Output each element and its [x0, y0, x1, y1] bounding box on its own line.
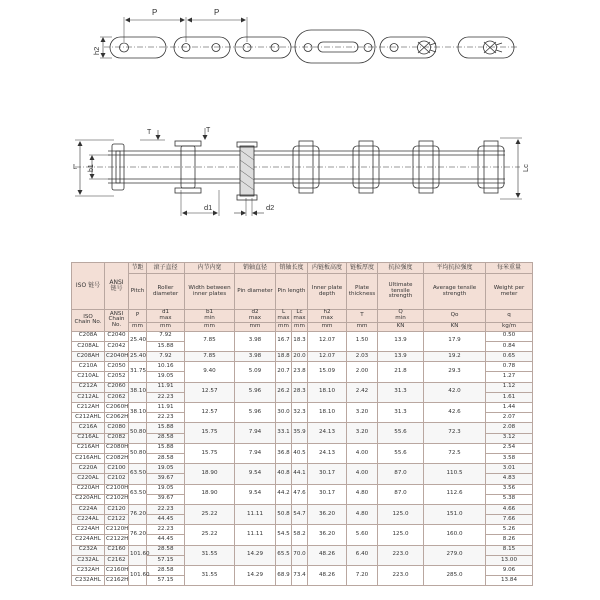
pitch-cell: 38.10 — [129, 382, 147, 402]
plate-depth-cell: 30.17 — [308, 464, 347, 484]
tensile-strength-cell: 87.0 — [378, 464, 424, 484]
roller-diameter-cell: 19.05 — [147, 484, 185, 494]
iso-chain-no-cell: C220AL — [72, 474, 105, 484]
tensile-strength-cell: 13.9 — [378, 352, 424, 362]
ansi-chain-no-cell: C2060 — [105, 382, 129, 392]
header-tensile-en: Ultimate tensile strength — [378, 274, 424, 310]
chain-technical-drawing — [0, 0, 600, 258]
b1-label: b1 — [88, 164, 95, 172]
pin-length-l-cell: 50.8 — [276, 504, 292, 524]
iso-chain-no-cell: C208AL — [72, 341, 105, 351]
plate-depth-cell: 48.26 — [308, 566, 347, 586]
avg-tensile-cell: 151.0 — [424, 504, 486, 524]
iso-chain-no-cell: C216A — [72, 423, 105, 433]
avg-tensile-cell: 42.0 — [424, 382, 486, 402]
avg-tensile-cell: 160.0 — [424, 525, 486, 545]
roller-diameter-cell: 7.92 — [147, 352, 185, 362]
d1-label: d1 — [204, 203, 213, 212]
plate-depth-cell: 30.17 — [308, 484, 347, 504]
link-plate — [458, 37, 514, 58]
avg-tensile-cell: 42.6 — [424, 403, 486, 423]
roller-diameter-cell: 44.45 — [147, 535, 185, 545]
link-plate — [380, 37, 436, 58]
roller-diameter-cell: 28.58 — [147, 545, 185, 555]
weight-cell: 1.61 — [486, 392, 533, 402]
avg-tensile-cell: 285.0 — [424, 566, 486, 586]
roller-diameter-cell: 22.23 — [147, 504, 185, 514]
pin-diameter-cell: 5.96 — [235, 382, 276, 402]
roller-diameter-cell: 7.92 — [147, 331, 185, 341]
avg-tensile-cell: 279.0 — [424, 545, 486, 565]
inner-width-cell: 7.85 — [185, 331, 235, 351]
pitch-cell: 25.40 — [129, 352, 147, 362]
ansi-chain-no-cell: C2100 — [105, 464, 129, 474]
symbol-cell: d2 max — [235, 310, 276, 323]
roller-diameter-cell: 28.58 — [147, 433, 185, 443]
ansi-chain-no-cell: C2122H — [105, 535, 129, 545]
pin-length-lc-cell: 73.4 — [292, 566, 308, 586]
tensile-strength-cell: 55.6 — [378, 443, 424, 463]
weight-cell: 5.26 — [486, 525, 533, 535]
chain-spec-table — [71, 262, 533, 586]
pin-diameter-cell: 5.96 — [235, 403, 276, 423]
plate-depth-cell: 36.20 — [308, 504, 347, 524]
spec-table-body — [72, 331, 533, 586]
ansi-chain-no-cell: C2050 — [105, 362, 129, 372]
pitch-cell: 63.50 — [129, 464, 147, 484]
table-row — [72, 403, 533, 413]
symbol-cell: h2 max — [308, 310, 347, 323]
unit-cell: mm — [185, 322, 235, 331]
header-roller-en: Roller diameter — [147, 274, 185, 310]
ansi-chain-no-cell: C2062 — [105, 392, 129, 402]
roller-diameter-cell: 15.88 — [147, 341, 185, 351]
inner-width-cell: 25.22 — [185, 525, 235, 545]
pin-length-l-cell: 65.5 — [276, 545, 292, 565]
symbol-cell: L max — [277, 309, 290, 321]
pin-length-lc-cell: 35.9 — [292, 423, 308, 443]
pin-length-lc-cell: 70.0 — [292, 545, 308, 565]
roller-diameter-cell: 11.91 — [147, 382, 185, 392]
plate-thickness-cell: 5.60 — [347, 525, 378, 545]
pin-length-lc-cell: 23.8 — [292, 362, 308, 382]
header-iso: ISO 链号 — [72, 263, 105, 310]
inner-width-cell: 25.22 — [185, 504, 235, 524]
header-pitch-en: Pitch — [129, 274, 147, 310]
avg-tensile-cell: 72.5 — [424, 443, 486, 463]
iso-chain-no-cell: C208A — [72, 331, 105, 341]
weight-cell: 0.50 — [486, 331, 533, 341]
pitch-cell: 31.75 — [129, 362, 147, 382]
cotter-pin-icon — [418, 41, 437, 54]
weight-cell: 13.00 — [486, 555, 533, 565]
pin-length-l-cell: 20.7 — [276, 362, 292, 382]
header-ansi-chain-no: ANSI Chain No. — [105, 310, 129, 332]
iso-chain-no-cell: C224AHL — [72, 535, 105, 545]
header-iso-chain-no: ISO Chain No. — [72, 310, 105, 332]
pin-diameter-cell: 7.94 — [235, 443, 276, 463]
avg-tensile-cell: 110.5 — [424, 464, 486, 484]
weight-cell: 3.01 — [486, 464, 533, 474]
table-row — [72, 504, 533, 514]
pitch-cell: 63.50 — [129, 484, 147, 504]
tensile-strength-cell: 31.3 — [378, 403, 424, 423]
pin-length-l-cell: 33.1 — [276, 423, 292, 443]
plate-thickness-cell: 4.80 — [347, 504, 378, 524]
tensile-strength-cell: 125.0 — [378, 525, 424, 545]
pin-diameter-cell: 14.29 — [235, 545, 276, 565]
plate-thickness-cell: 6.40 — [347, 545, 378, 565]
tensile-strength-cell: 13.9 — [378, 331, 424, 351]
weight-cell: 3.12 — [486, 433, 533, 443]
roller-diameter-cell: 28.58 — [147, 453, 185, 463]
table-row — [72, 443, 533, 453]
roller-diameter-cell: 57.15 — [147, 555, 185, 565]
table-row — [72, 423, 533, 433]
table-row — [72, 464, 533, 474]
plate-thickness-cell: 2.00 — [347, 362, 378, 382]
table-row — [72, 545, 533, 555]
unit-cell: mm — [347, 322, 378, 331]
plate-thickness-cell: 2.42 — [347, 382, 378, 402]
iso-chain-no-cell: C210A — [72, 362, 105, 372]
iso-chain-no-cell: C216AHL — [72, 453, 105, 463]
d2-label: d2 — [266, 203, 275, 212]
symbol-cell: b1 min — [185, 310, 235, 323]
header-roller-cn: 滚子直径 — [147, 263, 185, 274]
weight-cell: 2.54 — [486, 443, 533, 453]
pitch-cell: 38.10 — [129, 403, 147, 423]
cotter-pin-icon — [484, 41, 503, 54]
table-row — [72, 525, 533, 535]
inner-width-cell: 7.85 — [185, 352, 235, 362]
unit-cell: KN — [378, 322, 424, 331]
roller-diameter-cell: 39.67 — [147, 494, 185, 504]
roller-diameter-cell: 39.67 — [147, 474, 185, 484]
weight-cell: 1.44 — [486, 403, 533, 413]
inner-width-cell: 12.57 — [185, 403, 235, 423]
pitch-cell: 50.80 — [129, 443, 147, 463]
header-pitch-cn: 节距 — [129, 263, 147, 274]
pin-diameter-cell: 11.11 — [235, 504, 276, 524]
pitch-cell: 76.20 — [129, 504, 147, 524]
plate-thickness-cell: 2.03 — [347, 352, 378, 362]
plate-thickness-cell: 4.80 — [347, 484, 378, 504]
symbol-cell: Lc max — [293, 309, 306, 321]
iso-chain-no-cell: C212AH — [72, 403, 105, 413]
table-row — [72, 566, 533, 576]
pitch-label: P — [214, 8, 220, 17]
ansi-chain-no-cell: C2120H — [105, 525, 129, 535]
ansi-chain-no-cell: C2082 — [105, 433, 129, 443]
header-pin-diameter-en: Pin diameter — [235, 274, 276, 310]
pin-length-l-cell: 30.0 — [276, 403, 292, 423]
pin-length-lc-cell: 47.6 — [292, 484, 308, 504]
inner-width-cell: 18.90 — [185, 464, 235, 484]
hatched-pin-section — [237, 142, 257, 200]
weight-cell: 8.15 — [486, 545, 533, 555]
plate-thickness-cell: 4.00 — [347, 464, 378, 484]
weight-cell: 5.38 — [486, 494, 533, 504]
iso-chain-no-cell: C232AH — [72, 566, 105, 576]
ansi-chain-no-cell: C2082H — [105, 453, 129, 463]
tensile-strength-cell: 125.0 — [378, 504, 424, 524]
header-tensile-cn: 抗拉强度 — [378, 263, 424, 274]
ansi-chain-no-cell: C2160H — [105, 566, 129, 576]
pin-length-lc-cell: 40.5 — [292, 443, 308, 463]
pin-length-lc-cell: 20.0 — [292, 352, 308, 362]
tensile-strength-cell: 223.0 — [378, 566, 424, 586]
iso-chain-no-cell: C220AHL — [72, 494, 105, 504]
tensile-strength-cell: 31.3 — [378, 382, 424, 402]
header-plate-depth-en: Inner plate depth — [308, 274, 347, 310]
ansi-chain-no-cell: C2040 — [105, 331, 129, 341]
inner-width-cell: 9.40 — [185, 362, 235, 382]
weight-cell: 13.84 — [486, 576, 533, 586]
plate-depth-cell: 18.10 — [308, 382, 347, 402]
pin-diameter-cell: 9.54 — [235, 484, 276, 504]
header-avg-tensile-en: Average tensile strength — [424, 274, 486, 310]
pin-length-l-cell: 16.7 — [276, 331, 292, 351]
t-label: T — [147, 129, 152, 136]
plate-depth-cell: 12.07 — [308, 331, 347, 351]
roller-diameter-cell: 15.88 — [147, 423, 185, 433]
pin-length-l-cell: 68.9 — [276, 566, 292, 586]
roller-diameter-cell: 19.05 — [147, 464, 185, 474]
pitch-cell: 101.60 — [129, 545, 147, 565]
roller-diameter-cell: 22.23 — [147, 525, 185, 535]
roller-diameter-cell: 22.23 — [147, 392, 185, 402]
inner-width-cell: 18.90 — [185, 484, 235, 504]
header-avg-tensile-cn: 平均抗拉强度 — [424, 263, 486, 274]
attachment-plate — [295, 30, 375, 63]
avg-tensile-cell: 19.2 — [424, 352, 486, 362]
weight-cell: 0.78 — [486, 362, 533, 372]
table-row — [72, 352, 533, 362]
ansi-chain-no-cell: C2080 — [105, 423, 129, 433]
pin-diameter-cell: 5.09 — [235, 362, 276, 382]
ansi-chain-no-cell: C2100H — [105, 484, 129, 494]
roller-diameter-cell: 28.58 — [147, 566, 185, 576]
iso-chain-no-cell: C232A — [72, 545, 105, 555]
symbol-cell: Qo — [424, 310, 486, 323]
plate-depth-cell: 48.26 — [308, 545, 347, 565]
pin-length-l-cell: 40.8 — [276, 464, 292, 484]
header-weight-en: Weight per meter — [486, 274, 533, 310]
pitch-cell: 76.20 — [129, 525, 147, 545]
pin-length-l-cell: 54.5 — [276, 525, 292, 545]
header-plate-thickness-en: Plate thickness — [347, 274, 378, 310]
plate-thickness-cell: 1.50 — [347, 331, 378, 351]
header-plate-thickness-cn: 链板厚度 — [347, 263, 378, 274]
roller-diameter-cell: 19.05 — [147, 372, 185, 382]
unit-cell: mm — [276, 322, 292, 331]
ansi-chain-no-cell: C2042 — [105, 341, 129, 351]
pitch-cell: 25.40 — [129, 331, 147, 351]
pin-length-lc-cell: 28.3 — [292, 382, 308, 402]
header-plate-depth-cn: 内链板高度 — [308, 263, 347, 274]
symbol-cell: Q min — [378, 310, 424, 323]
symbol-cell: d1 max — [147, 310, 185, 323]
inner-width-cell: 12.57 — [185, 382, 235, 402]
t-label: T — [206, 127, 211, 134]
iso-chain-no-cell: C216AL — [72, 433, 105, 443]
pitch-cell: 101.60 — [129, 566, 147, 586]
iso-chain-no-cell: C224A — [72, 504, 105, 514]
unit-cell: mm — [129, 322, 147, 331]
weight-cell: 9.06 — [486, 566, 533, 576]
weight-cell: 2.08 — [486, 423, 533, 433]
ansi-chain-no-cell: C2040H — [105, 352, 129, 362]
iso-chain-no-cell: C212AL — [72, 392, 105, 402]
inner-width-cell: 15.75 — [185, 423, 235, 443]
unit-cell: kg/m — [486, 322, 533, 331]
weight-cell: 4.66 — [486, 504, 533, 514]
link-plate — [110, 37, 166, 58]
lc-label: Lc — [521, 164, 530, 172]
ansi-chain-no-cell: C2102 — [105, 474, 129, 484]
tensile-strength-cell: 21.8 — [378, 362, 424, 382]
unit-cell: mm — [235, 322, 276, 331]
weight-cell: 0.84 — [486, 341, 533, 351]
pin-diameter-cell: 3.98 — [235, 352, 276, 362]
table-row — [72, 362, 533, 372]
pin-length-lc-cell: 54.7 — [292, 504, 308, 524]
symbol-cell: T — [347, 310, 378, 323]
table-row — [72, 484, 533, 494]
header-width-cn: 内节内宽 — [185, 263, 235, 274]
inner-width-cell: 31.55 — [185, 566, 235, 586]
plate-thickness-cell: 4.00 — [347, 443, 378, 463]
ansi-chain-no-cell: C2160 — [105, 545, 129, 555]
h2-label: h2 — [92, 46, 101, 55]
ansi-chain-no-cell: C2162 — [105, 555, 129, 565]
roller-diameter-cell: 15.88 — [147, 443, 185, 453]
iso-chain-no-cell: C208AH — [72, 352, 105, 362]
avg-tensile-cell: 29.3 — [424, 362, 486, 382]
roller-diameter-cell: 44.45 — [147, 515, 185, 525]
roller-diameter-cell: 57.15 — [147, 576, 185, 586]
header-weight-cn: 每米重量 — [486, 263, 533, 274]
plate-thickness-cell: 3.20 — [347, 403, 378, 423]
pin-length-lc-cell: 58.2 — [292, 525, 308, 545]
weight-cell: 0.65 — [486, 352, 533, 362]
weight-cell: 3.58 — [486, 453, 533, 463]
weight-cell: 1.12 — [486, 382, 533, 392]
chain-top-view — [100, 17, 518, 63]
pin-diameter-cell: 11.11 — [235, 525, 276, 545]
chain-side-view — [75, 128, 522, 216]
pin-diameter-cell: 9.54 — [235, 464, 276, 484]
iso-chain-no-cell: C210AL — [72, 372, 105, 382]
iso-chain-no-cell: C212A — [72, 382, 105, 392]
l-label: L — [73, 162, 78, 171]
pin-diameter-cell: 3.98 — [235, 331, 276, 351]
iso-chain-no-cell: C220AH — [72, 484, 105, 494]
weight-cell: 2.07 — [486, 413, 533, 423]
pin-length-lc-cell: 32.3 — [292, 403, 308, 423]
iso-chain-no-cell: C212AHL — [72, 413, 105, 423]
avg-tensile-cell: 112.6 — [424, 484, 486, 504]
ansi-chain-no-cell: C2102H — [105, 494, 129, 504]
weight-cell: 3.56 — [486, 484, 533, 494]
ansi-chain-no-cell: C2052 — [105, 372, 129, 382]
ansi-chain-no-cell: C2120 — [105, 504, 129, 514]
unit-cell: mm — [292, 322, 308, 331]
plate-depth-cell: 18.10 — [308, 403, 347, 423]
iso-chain-no-cell: C224AL — [72, 515, 105, 525]
iso-chain-no-cell: C216AH — [72, 443, 105, 453]
ansi-chain-no-cell: C2060H — [105, 403, 129, 413]
unit-cell: mm — [308, 322, 347, 331]
inner-width-cell: 31.55 — [185, 545, 235, 565]
ansi-chain-no-cell: C2162H — [105, 576, 129, 586]
iso-chain-no-cell: C220A — [72, 464, 105, 474]
ansi-chain-no-cell: C2080H — [105, 443, 129, 453]
table-row — [72, 331, 533, 341]
roller-diameter-cell: 11.91 — [147, 403, 185, 413]
tensile-strength-cell: 87.0 — [378, 484, 424, 504]
pin-length-l-cell: 26.2 — [276, 382, 292, 402]
plate-depth-cell: 15.09 — [308, 362, 347, 382]
iso-chain-no-cell: C232AHL — [72, 576, 105, 586]
symbol-cell: q — [486, 310, 533, 323]
ansi-chain-no-cell: C2122 — [105, 515, 129, 525]
pin-length-lc-cell: 44.1 — [292, 464, 308, 484]
header-pin-length-cn: 销轴长度 — [276, 263, 308, 274]
plate-thickness-cell: 7.20 — [347, 566, 378, 586]
pitch-cell: 50.80 — [129, 423, 147, 443]
table-row — [72, 382, 533, 392]
plate-depth-cell: 24.13 — [308, 443, 347, 463]
pin-length-l-cell: 36.8 — [276, 443, 292, 463]
ansi-chain-no-cell: C2062H — [105, 413, 129, 423]
weight-cell: 7.66 — [486, 515, 533, 525]
unit-cell: KN — [424, 322, 486, 331]
roller-diameter-cell: 22.23 — [147, 413, 185, 423]
pin-length-l-cell: 44.2 — [276, 484, 292, 504]
header-width-en: Width between inner plates — [185, 274, 235, 310]
header-ansi: ANSI 链号 — [105, 263, 129, 310]
plate-depth-cell: 24.13 — [308, 423, 347, 443]
plate-depth-cell: 36.20 — [308, 525, 347, 545]
symbol-cell: P — [129, 310, 147, 323]
iso-chain-no-cell: C232AL — [72, 555, 105, 565]
unit-cell: mm — [147, 322, 185, 331]
tensile-strength-cell: 223.0 — [378, 545, 424, 565]
pin-diameter-cell: 7.94 — [235, 423, 276, 443]
weight-cell: 8.26 — [486, 535, 533, 545]
plate-depth-cell: 12.07 — [308, 352, 347, 362]
avg-tensile-cell: 72.3 — [424, 423, 486, 443]
weight-cell: 4.83 — [486, 474, 533, 484]
pin-length-l-cell: 18.8 — [276, 352, 292, 362]
tensile-strength-cell: 55.6 — [378, 423, 424, 443]
roller-diameter-cell: 10.16 — [147, 362, 185, 372]
pitch-label: P — [152, 8, 158, 17]
iso-chain-no-cell: C224AH — [72, 525, 105, 535]
avg-tensile-cell: 17.9 — [424, 331, 486, 351]
plate-thickness-cell: 3.20 — [347, 423, 378, 443]
header-pin-length-en: Pin length — [276, 274, 308, 310]
weight-cell: 1.27 — [486, 372, 533, 382]
inner-width-cell: 15.75 — [185, 443, 235, 463]
header-pin-diameter-cn: 销轴直径 — [235, 263, 276, 274]
pin-diameter-cell: 14.29 — [235, 566, 276, 586]
pin-length-lc-cell: 18.3 — [292, 331, 308, 351]
